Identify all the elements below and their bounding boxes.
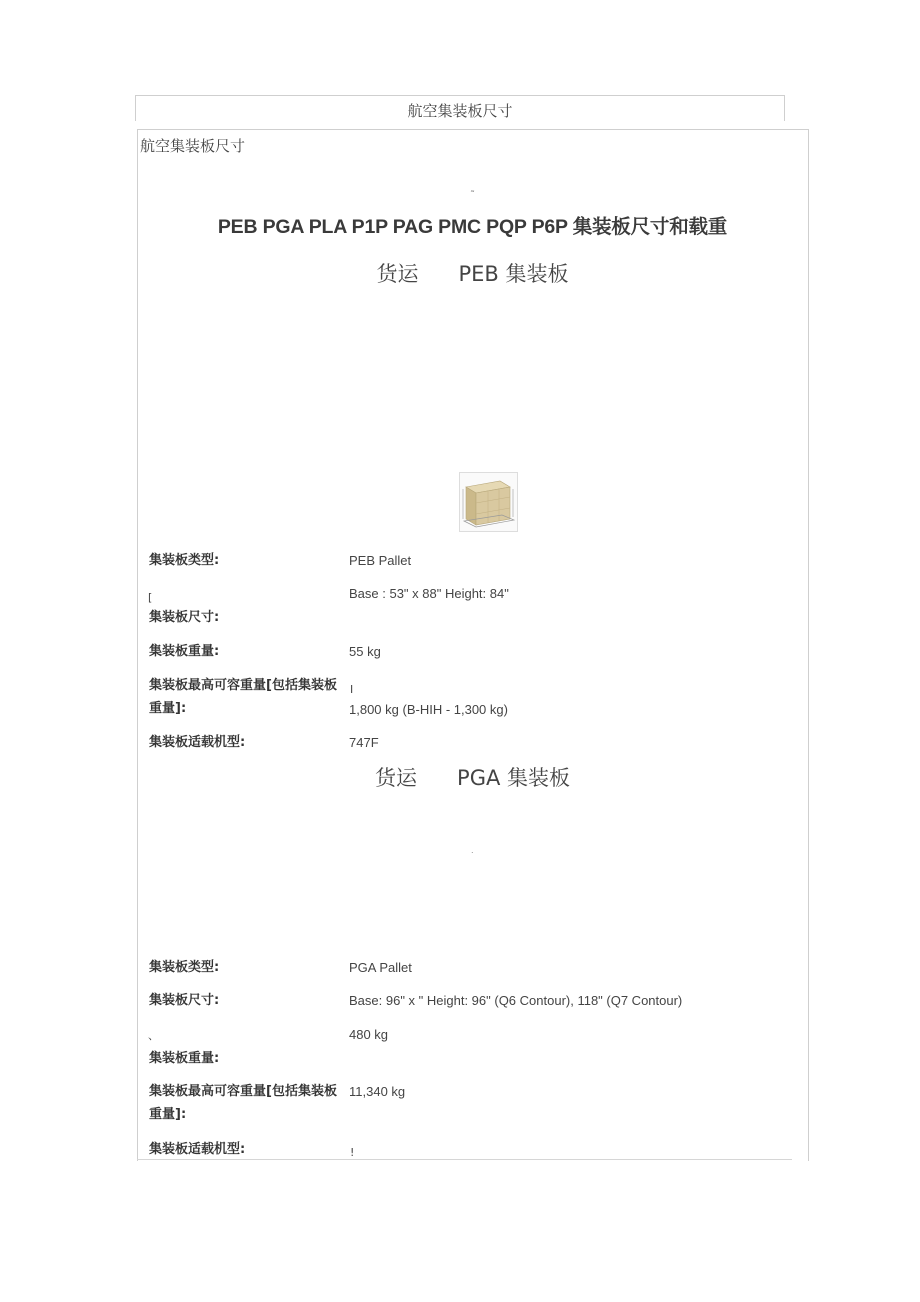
peb-max-load-label: 集装板最高可容重量[包括集装板重量]:	[149, 678, 337, 716]
stray-tilde-mark: ˜	[470, 190, 475, 201]
peb-aircraft-label: 集装板适载机型:	[149, 735, 246, 750]
pga-max-load-label: 集装板最高可容重量[包括集装板重量]:	[149, 1084, 337, 1122]
main-heading: PEB PGA PLA P1P PAG PMC PQP P6P 集装板尺寸和载重	[217, 216, 728, 238]
peb-weight-label: 集装板重量:	[149, 644, 220, 659]
peb-size-label: 集装板尺寸:	[149, 610, 220, 625]
pga-type-value: PGA Pallet	[349, 960, 412, 975]
stray-dot: .	[471, 846, 474, 855]
pallet-box-icon	[459, 472, 518, 532]
section-heading-pga: 货运 PGA 集装板	[374, 766, 571, 790]
peb-type-value: PEB Pallet	[349, 553, 412, 568]
content-label: 航空集装板尺寸	[140, 137, 246, 155]
pga-max-load-value: 11,340 kg	[349, 1084, 406, 1099]
stray-mark: I	[350, 683, 354, 696]
stray-mark: [	[148, 591, 153, 604]
pga-weight-value: 480 kg	[349, 1027, 389, 1042]
header-title: 航空集装板尺寸	[407, 102, 513, 120]
pga-type-label: 集装板类型:	[149, 960, 220, 975]
peb-aircraft-value: 747F	[349, 735, 379, 750]
pga-size-label: 集装板尺寸:	[149, 993, 220, 1008]
header-frame	[135, 95, 785, 121]
peb-max-load-value: 1,800 kg (B-HIH - 1,300 kg)	[349, 702, 508, 717]
pga-weight-label: 集装板重量:	[149, 1051, 220, 1066]
section-heading-peb: 货运 PEB 集装板	[376, 262, 569, 286]
peb-weight-value: 55 kg	[349, 644, 381, 659]
pga-size-value: Base: 96" x " Height: 96" (Q6 Contour), 118" (Q7 Contour)	[349, 993, 683, 1008]
stray-mark: !	[350, 1146, 355, 1159]
stray-mark: 、	[148, 1029, 159, 1042]
pga-aircraft-label: 集装板适载机型:	[149, 1142, 246, 1157]
peb-size-value: Base : 53" x 88" Height: 84"	[349, 586, 509, 601]
peb-type-label: 集装板类型:	[149, 553, 220, 568]
